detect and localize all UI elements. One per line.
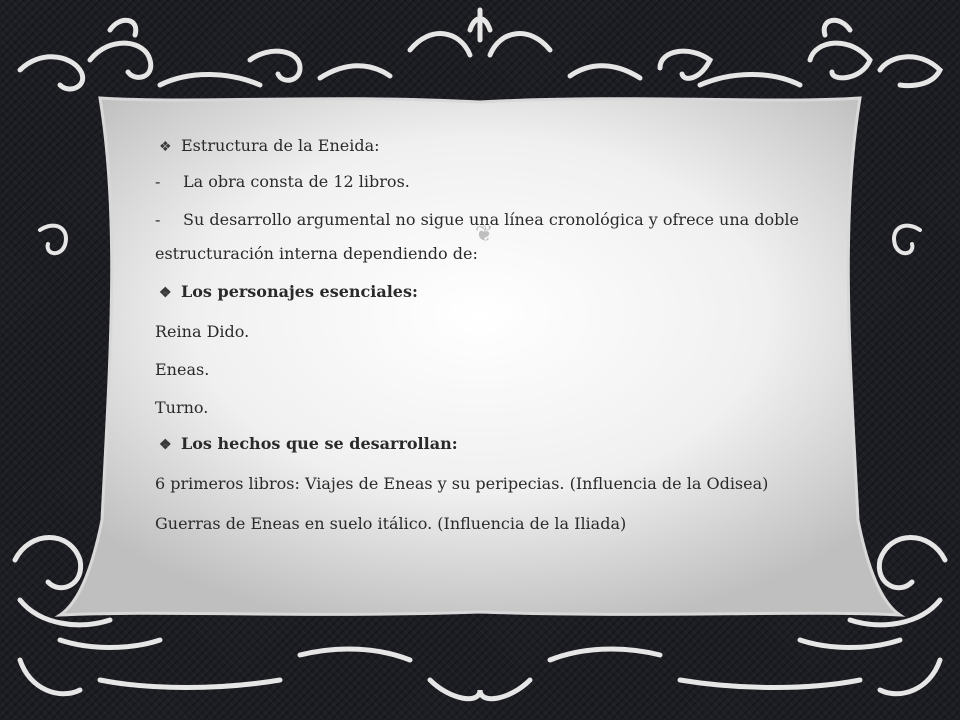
list-item: - La obra consta de 12 libros.	[155, 172, 410, 191]
diamond-bullet-icon: ❖	[159, 139, 172, 155]
heading-characters: ❖ Los personajes esenciales:	[159, 282, 418, 301]
character-item: Reina Dido.	[155, 322, 250, 341]
heading-events: ❖ Los hechos que se desarrollan:	[159, 434, 458, 453]
diamond-bullet-icon: ❖	[159, 437, 172, 453]
character-item: Turno.	[155, 398, 209, 417]
event-item: Guerras de Eneas en suelo itálico. (Influencia de la Iliada)	[155, 514, 627, 533]
list-item: - Su desarrollo argumental no sigue una línea cronológica y ofrece una doble	[155, 210, 799, 229]
heading-structure: ❖ Estructura de la Eneida:	[159, 136, 380, 155]
dash-marker: -	[155, 210, 161, 229]
faint-swirl-icon: ❦	[475, 222, 494, 247]
event-item: 6 primeros libros: Viajes de Eneas y su peripecias. (Influencia de la Odisea)	[155, 474, 769, 493]
list-item-continuation: estructuración interna dependiendo de:	[155, 244, 478, 263]
top-ornament	[20, 10, 940, 89]
character-item: Eneas.	[155, 360, 210, 379]
dash-marker: -	[155, 172, 161, 191]
diamond-bullet-icon: ❖	[159, 285, 172, 301]
